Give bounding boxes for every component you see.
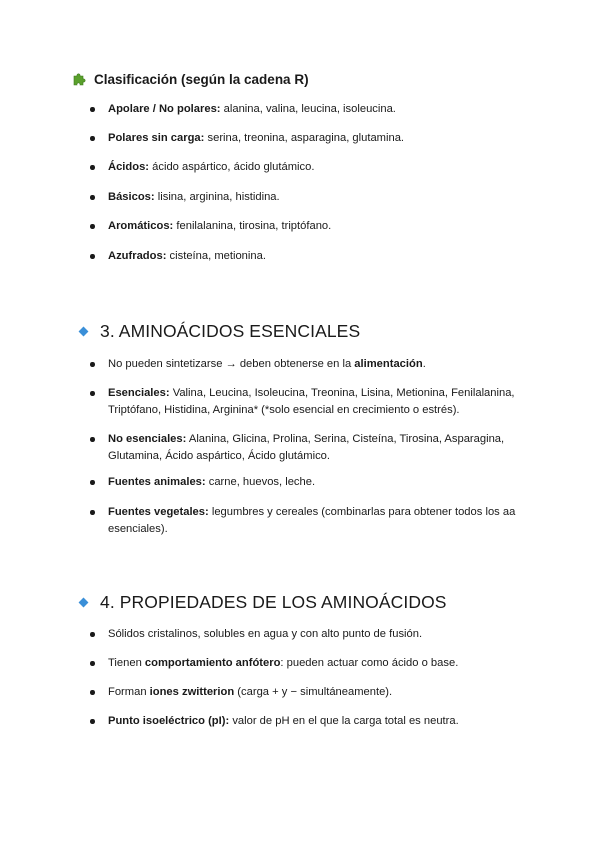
list-item bbox=[90, 626, 538, 643]
bullet bbox=[90, 391, 95, 396]
bullet bbox=[90, 661, 95, 666]
section-4-heading bbox=[80, 592, 447, 613]
puzzle-icon bbox=[72, 71, 88, 87]
item-text: legumbres y cereales (combinarlas para obtener todos los aa esenciales). bbox=[108, 506, 516, 535]
bullet bbox=[90, 136, 95, 141]
item-text: No pueden sintetizarse → deben obtenerse en la bbox=[108, 358, 355, 370]
bullet bbox=[90, 719, 95, 724]
list-item bbox=[90, 159, 538, 176]
item-label: Aromáticos: bbox=[108, 220, 174, 232]
list-item bbox=[90, 130, 538, 147]
list-item bbox=[90, 431, 538, 464]
item-bold: iones zwitterion bbox=[149, 686, 235, 698]
section-4-title: 4. PROPIEDADES DE LOS AMINOÁCIDOS bbox=[100, 592, 447, 612]
item-label: Fuentes vegetales: bbox=[108, 506, 209, 518]
section-3-title: 3. AMINOÁCIDOS ESENCIALES bbox=[100, 321, 361, 341]
item-label: Polares sin carga: bbox=[108, 132, 205, 144]
blue-diamond-icon bbox=[79, 327, 89, 337]
item-text: Alanina, Glicina, Prolina, Serina, Cisteína, Tirosina, Asparagina, Glutamina, Ácido aspártico, Ácido glutámico. bbox=[108, 433, 505, 462]
item-label: Azufrados: bbox=[108, 250, 167, 262]
list-item bbox=[90, 504, 538, 537]
bullet bbox=[90, 480, 95, 485]
item-text: serina, treonina, asparagina, glutamina. bbox=[207, 132, 405, 144]
bullet bbox=[90, 224, 95, 229]
bullet bbox=[90, 510, 95, 515]
bullet bbox=[90, 437, 95, 442]
list-item bbox=[90, 713, 538, 730]
item-label: Punto isoeléctrico (pI): bbox=[108, 715, 230, 727]
item-text: Forman bbox=[108, 686, 150, 698]
item-text: : pueden actuar como ácido o base. bbox=[280, 657, 459, 669]
item-text: ácido aspártico, ácido glutámico. bbox=[152, 161, 315, 173]
item-text: Valina, Leucina, Isoleucina, Treonina, Lisina, Metionina, Fenilalanina, Triptófano, Histidina, Arginina* (*solo esencial en crecimiento o estrés). bbox=[108, 387, 515, 416]
item-text: carne, huevos, leche. bbox=[208, 476, 316, 488]
list-item bbox=[90, 248, 538, 265]
item-label: Básicos: bbox=[108, 191, 155, 203]
item-text: Tienen bbox=[108, 657, 145, 669]
item-text: alanina, valina, leucina, isoleucina. bbox=[223, 103, 396, 115]
item-text: lisina, arginina, histidina. bbox=[157, 191, 280, 203]
bullet bbox=[90, 165, 95, 170]
list-item bbox=[90, 101, 538, 118]
item-text: cisteína, metionina. bbox=[169, 250, 266, 262]
list-item bbox=[90, 356, 538, 373]
item-text: Sólidos cristalinos, solubles en agua y con alto punto de fusión. bbox=[108, 628, 423, 640]
item-text: . bbox=[422, 358, 426, 370]
bullet bbox=[90, 362, 95, 367]
blue-diamond-icon bbox=[79, 598, 89, 608]
item-label: No esenciales: bbox=[108, 433, 187, 445]
bullet bbox=[90, 254, 95, 259]
list-item bbox=[90, 218, 538, 235]
item-label: Fuentes animales: bbox=[108, 476, 206, 488]
item-label: Ácidos: bbox=[108, 161, 150, 173]
item-bold: alimentación bbox=[354, 358, 423, 370]
list-item bbox=[90, 684, 538, 701]
item-bold: comportamiento anfótero bbox=[144, 657, 281, 669]
item-label: Apolare / No polares: bbox=[108, 103, 221, 115]
list-item bbox=[90, 474, 538, 491]
classification-heading bbox=[72, 71, 309, 87]
list-item bbox=[90, 189, 538, 206]
bullet bbox=[90, 195, 95, 200]
item-text: (carga + y − simultáneamente). bbox=[234, 686, 393, 698]
classification-heading-text: Clasificación (según la cadena R) bbox=[94, 71, 309, 87]
list-item bbox=[90, 385, 538, 418]
bullet bbox=[90, 107, 95, 112]
bullet bbox=[90, 690, 95, 695]
list-item bbox=[90, 655, 538, 672]
bullet bbox=[90, 632, 95, 637]
item-text: fenilalanina, tirosina, triptófano. bbox=[176, 220, 332, 232]
item-label: Esenciales: bbox=[108, 387, 170, 399]
section-3-heading bbox=[80, 321, 360, 342]
item-text: valor de pH en el que la carga total es neutra. bbox=[232, 715, 459, 727]
